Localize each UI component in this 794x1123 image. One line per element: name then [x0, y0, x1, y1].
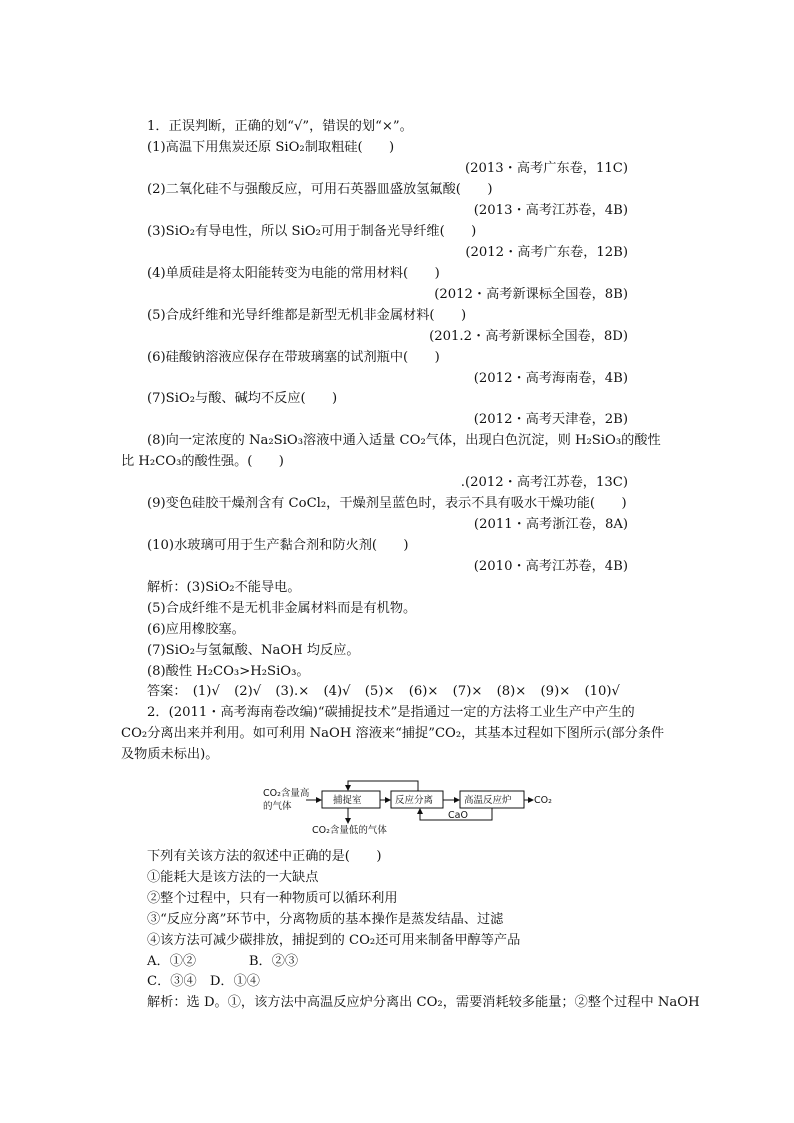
q1-item-2: (2)二氧化硅不与强酸反应，可用石英器皿盛放氢氟酸( ) — [147, 182, 493, 197]
q2-choices-cd: C．③④ D．①④ — [147, 974, 260, 989]
q1-item-7-source: (2012・高考天津卷，2B) — [473, 412, 628, 427]
diagram-box1-label: 捕捉室 — [333, 795, 362, 806]
q1-item-5-source: (201.2・高考新课标全国卷，8D) — [429, 329, 628, 344]
q1-item-7: (7)SiO₂与酸、碱均不反应( ) — [147, 391, 338, 406]
q2-choices-ab: A．①② B．②③ — [147, 954, 299, 969]
answer-2: (2)√ — [234, 684, 262, 699]
q1-analysis-2: (5)合成纤维不是无机非金属材料而是有机物。 — [147, 601, 417, 616]
q1-item-8-source: .(2012・高考江苏卷，13C) — [460, 475, 628, 490]
answer-9: (9)× — [540, 684, 571, 699]
q1-analysis-5: (8)酸性 H₂CO₃>H₂SiO₃。 — [147, 664, 310, 679]
q1-item-3: (3)SiO₂有导电性，所以 SiO₂可用于制备光导纤维( ) — [147, 224, 477, 239]
q2-analysis: 解析：选 D。①，该方法中高温反应炉分离出 CO₂，需要消耗较多能量；②整个过程中 NaOH — [147, 995, 700, 1010]
q1-item-10-source: (2010・高考江苏卷，4B) — [473, 559, 628, 574]
diagram-output-label: CO₂ — [534, 795, 552, 806]
q2-option-3: ③“反应分离”环节中，分离物质的基本操作是蒸发结晶、过滤 — [147, 912, 504, 927]
q2-option-4: ④该方法可减少碳排放，捕捉到的 CO₂还可用来制备甲醇等产品 — [147, 933, 521, 948]
q1-stem: 1．正误判断，正确的划“√”，错误的划“×”。 — [147, 119, 413, 134]
q1-item-10: (10)水玻璃可用于生产黏合剂和防火剂( ) — [147, 538, 409, 553]
q1-analysis-1: 解析：(3)SiO₂不能导电。 — [147, 580, 301, 595]
carbon-capture-flow-diagram — [260, 776, 560, 838]
q1-analysis-3: (6)应用橡胶塞。 — [147, 622, 245, 637]
answer-8: (8)× — [496, 684, 527, 699]
arrow-recycle-top — [348, 781, 418, 791]
q1-item-8-line2: 比 H₂CO₃的酸性强。( ) — [121, 454, 284, 469]
q2-question: 下列有关该方法的叙述中正确的是( ) — [147, 849, 382, 864]
q1-item-9: (9)变色硅胶干燥剂含有 CoCl₂，干燥剂呈蓝色时，表示不具有吸水干燥功能( ) — [147, 496, 627, 511]
q2-stem-line3: 及物质未标出)。 — [121, 747, 219, 762]
q1-item-3-source: (2012・高考广东卷，12B) — [465, 245, 628, 260]
diagram-exhaust-label: CO₂含量低的气体 — [312, 825, 387, 836]
q2-stem-line1: 2．(2011・高考海南卷改编)“碳捕捉技术”是指通过一定的方法将工业生产中产生的 — [147, 705, 635, 720]
diagram-input-line2: 的气体 — [263, 801, 292, 812]
q1-item-5: (5)合成纤维和光导纤维都是新型无机非金属材料( ) — [147, 308, 467, 323]
diagram-box3-label: 高温反应炉 — [464, 795, 512, 806]
answer-5: (5)× — [364, 684, 395, 699]
q1-answers — [147, 682, 630, 702]
diagram-input-line1: CO₂含量高 — [263, 788, 310, 799]
answer-10: (10)√ — [584, 684, 620, 699]
q1-item-4-source: (2012・高考新课标全国卷，8B) — [434, 287, 628, 302]
q1-item-4: (4)单质硅是将太阳能转变为电能的常用材料( ) — [147, 266, 440, 281]
answer-1: (1)√ — [192, 684, 220, 699]
q1-item-1-source: (2013・高考广东卷，11C) — [464, 161, 628, 176]
answer-6: (6)× — [408, 684, 439, 699]
q1-item-2-source: (2013・高考江苏卷，4B) — [473, 203, 628, 218]
answer-7: (7)× — [452, 684, 483, 699]
q2-option-2: ②整个过程中，只有一种物质可以循环利用 — [147, 891, 398, 906]
answer-label: 答案： — [147, 684, 187, 699]
q1-item-1: (1)高温下用焦炭还原 SiO₂制取粗硅( ) — [147, 140, 395, 155]
q1-item-6: (6)硅酸钠溶液应保存在带玻璃塞的试剂瓶中( ) — [147, 350, 440, 365]
diagram-recycle-label: CaO — [448, 810, 468, 821]
q1-item-9-source: (2011・高考浙江卷，8A) — [473, 517, 628, 532]
q1-item-8-line1: (8)向一定浓度的 Na₂SiO₃溶液中通入适量 CO₂气体，出现白色沉淀，则 H₂SiO₃的酸性 — [147, 433, 661, 448]
q1-item-6-source: (2012・高考海南卷，4B) — [473, 371, 628, 386]
q2-stem-line2: CO₂分离出来并利用。如可利用 NaOH 溶液来“捕捉”CO₂，其基本过程如下图所示(部分条件 — [121, 726, 665, 741]
diagram-box2-label: 反应分离 — [395, 795, 434, 806]
answer-4: (4)√ — [323, 684, 351, 699]
answer-3: (3).× — [275, 684, 310, 699]
q1-analysis-4: (7)SiO₂与氢氟酸、NaOH 均反应。 — [147, 643, 360, 658]
q2-option-1: ①能耗大是该方法的一大缺点 — [147, 870, 319, 885]
